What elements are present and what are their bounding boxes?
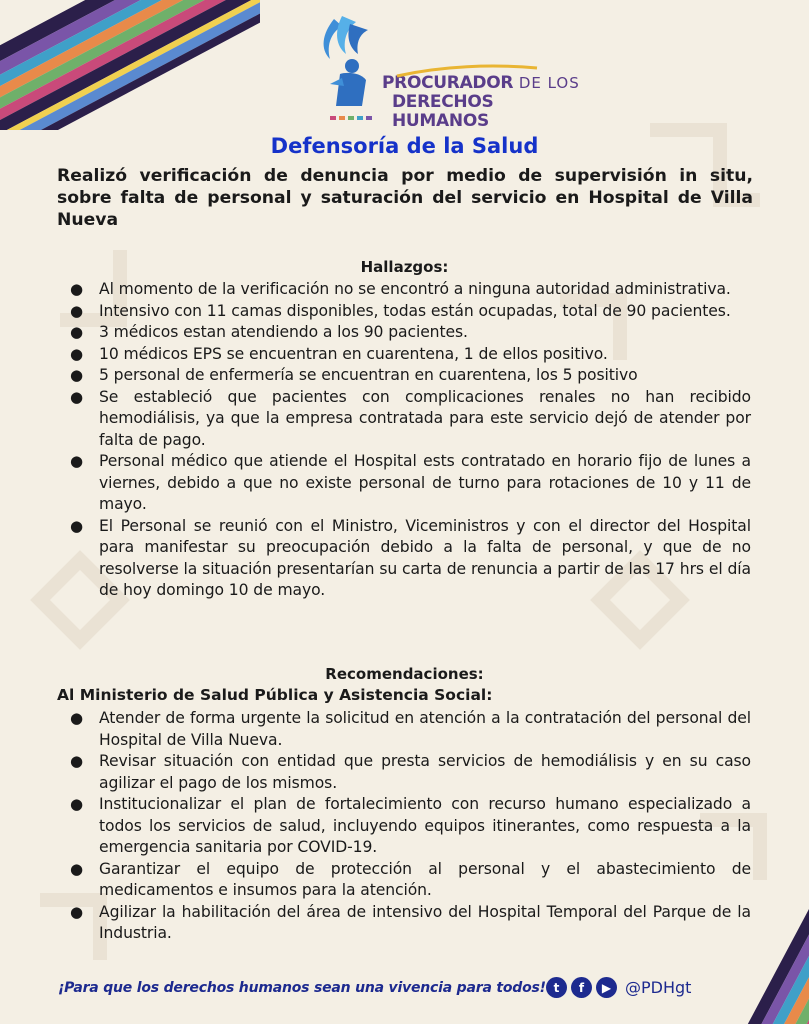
list-item: ● El Personal se reunió con el Ministro, Viceministros y con el director del Hospital para manifestar su preocupación debido a la falta de personal, y que de no resolverse la situación presentarían su carta de renuncia a partir de las 17 hrs el día de hoy domingo 10 de mayo. [70,516,751,599]
logo-swoosh-icon [392,62,542,82]
logo-color-dots [330,114,380,122]
bullet-icon: ● [70,452,83,470]
bullet-icon: ● [70,344,83,363]
facebook-icon[interactable]: f [571,977,592,998]
twitter-icon[interactable]: t [546,977,567,998]
list-item: ● 3 médicos estan atendiendo a los 90 pacientes. [57,322,751,344]
list-item: ● Garantizar el equipo de protección al personal y el abastecimiento de medicamentos e insumos para la atención. [70,859,751,899]
logo-text: PROCURADOR DE LOS DERECHOS HUMANOS [382,73,580,131]
list-item: ● Revisar situación con entidad que presta servicios de hemodiálisis y en su caso agilizar el pago de los mismos. [70,752,751,792]
list-item: ● Atender de forma urgente la solicitud en atención a la contratación del personal del Hospital de Villa Nueva. [70,709,751,749]
bullet-icon: ● [70,323,83,341]
woven-corner-top-left [0,0,260,130]
list-item: ● Intensivo con 11 camas disponibles, todas están ocupadas, total de 90 pacientes. [57,301,751,323]
list-item: ● Agilizar la habilitación del área de intensivo del Hospital Temporal del Parque de la Industria. [70,902,751,942]
bullet-icon: ● [70,516,83,535]
lead-paragraph: Realizó verificación de denuncia por medio de supervisión in situ, sobre falta de personal y saturación del servicio en Hospital de Villa Nueva [57,166,753,230]
bullet-icon: ● [70,752,83,770]
hallazgos-list [57,279,751,602]
hallazgos-heading: Hallazgos: [360,258,449,276]
bullet-icon: ● [70,301,83,320]
recomendaciones-heading: Recomendaciones: [325,665,484,683]
youtube-icon[interactable]: ▶ [596,977,617,998]
recomendaciones-org: Al Ministerio de Salud Pública y Asistencia Social: [57,686,493,704]
bullet-icon: ● [70,280,83,298]
social-links [546,977,691,998]
bullet-icon: ● [70,366,83,384]
logo-figure-icon [312,14,382,114]
bullet-icon: ● [70,795,83,813]
bullet-icon: ● [70,709,83,727]
pdh-logo [312,14,582,131]
page-title: Defensoría de la Salud [270,134,539,158]
list-item: ● Se estableció que pacientes con complicaciones renales no han recibido hemodiálisis, ya que la empresa contratada para este servicio dejó de atender por falta de pago. [70,387,751,449]
list-item: ● 5 personal de enfermería se encuentran en cuarentena, los 5 positivo [57,365,751,387]
list-item: ● 10 médicos EPS se encuentran en cuarentena, 1 de ellos positivo. [57,344,751,366]
bullet-icon: ● [70,859,83,878]
list-item: ● Personal médico que atiende el Hospital ests contratado en horario fijo de lunes a viernes, debido a que no existe personal de turno para rotaciones de 10 y 11 de mayo. [70,452,751,513]
list-item: ● Institucionalizar el plan de fortalecimiento con recurso humano especializado a todos los servicios de salud, incluyendo equipos itinerantes, como respuesta a la emergencia sanitaria por COVID-19. [70,795,751,856]
footer-slogan: ¡Para que los derechos humanos sean una vivencia para todos! [58,980,546,996]
bullet-icon: ● [70,902,83,921]
bullet-icon: ● [70,387,83,406]
recomendaciones-list [57,708,751,945]
social-handle[interactable]: @PDHgt [625,978,692,997]
list-item: ● Al momento de la verificación no se encontró a ninguna autoridad administrativa. [57,279,751,301]
